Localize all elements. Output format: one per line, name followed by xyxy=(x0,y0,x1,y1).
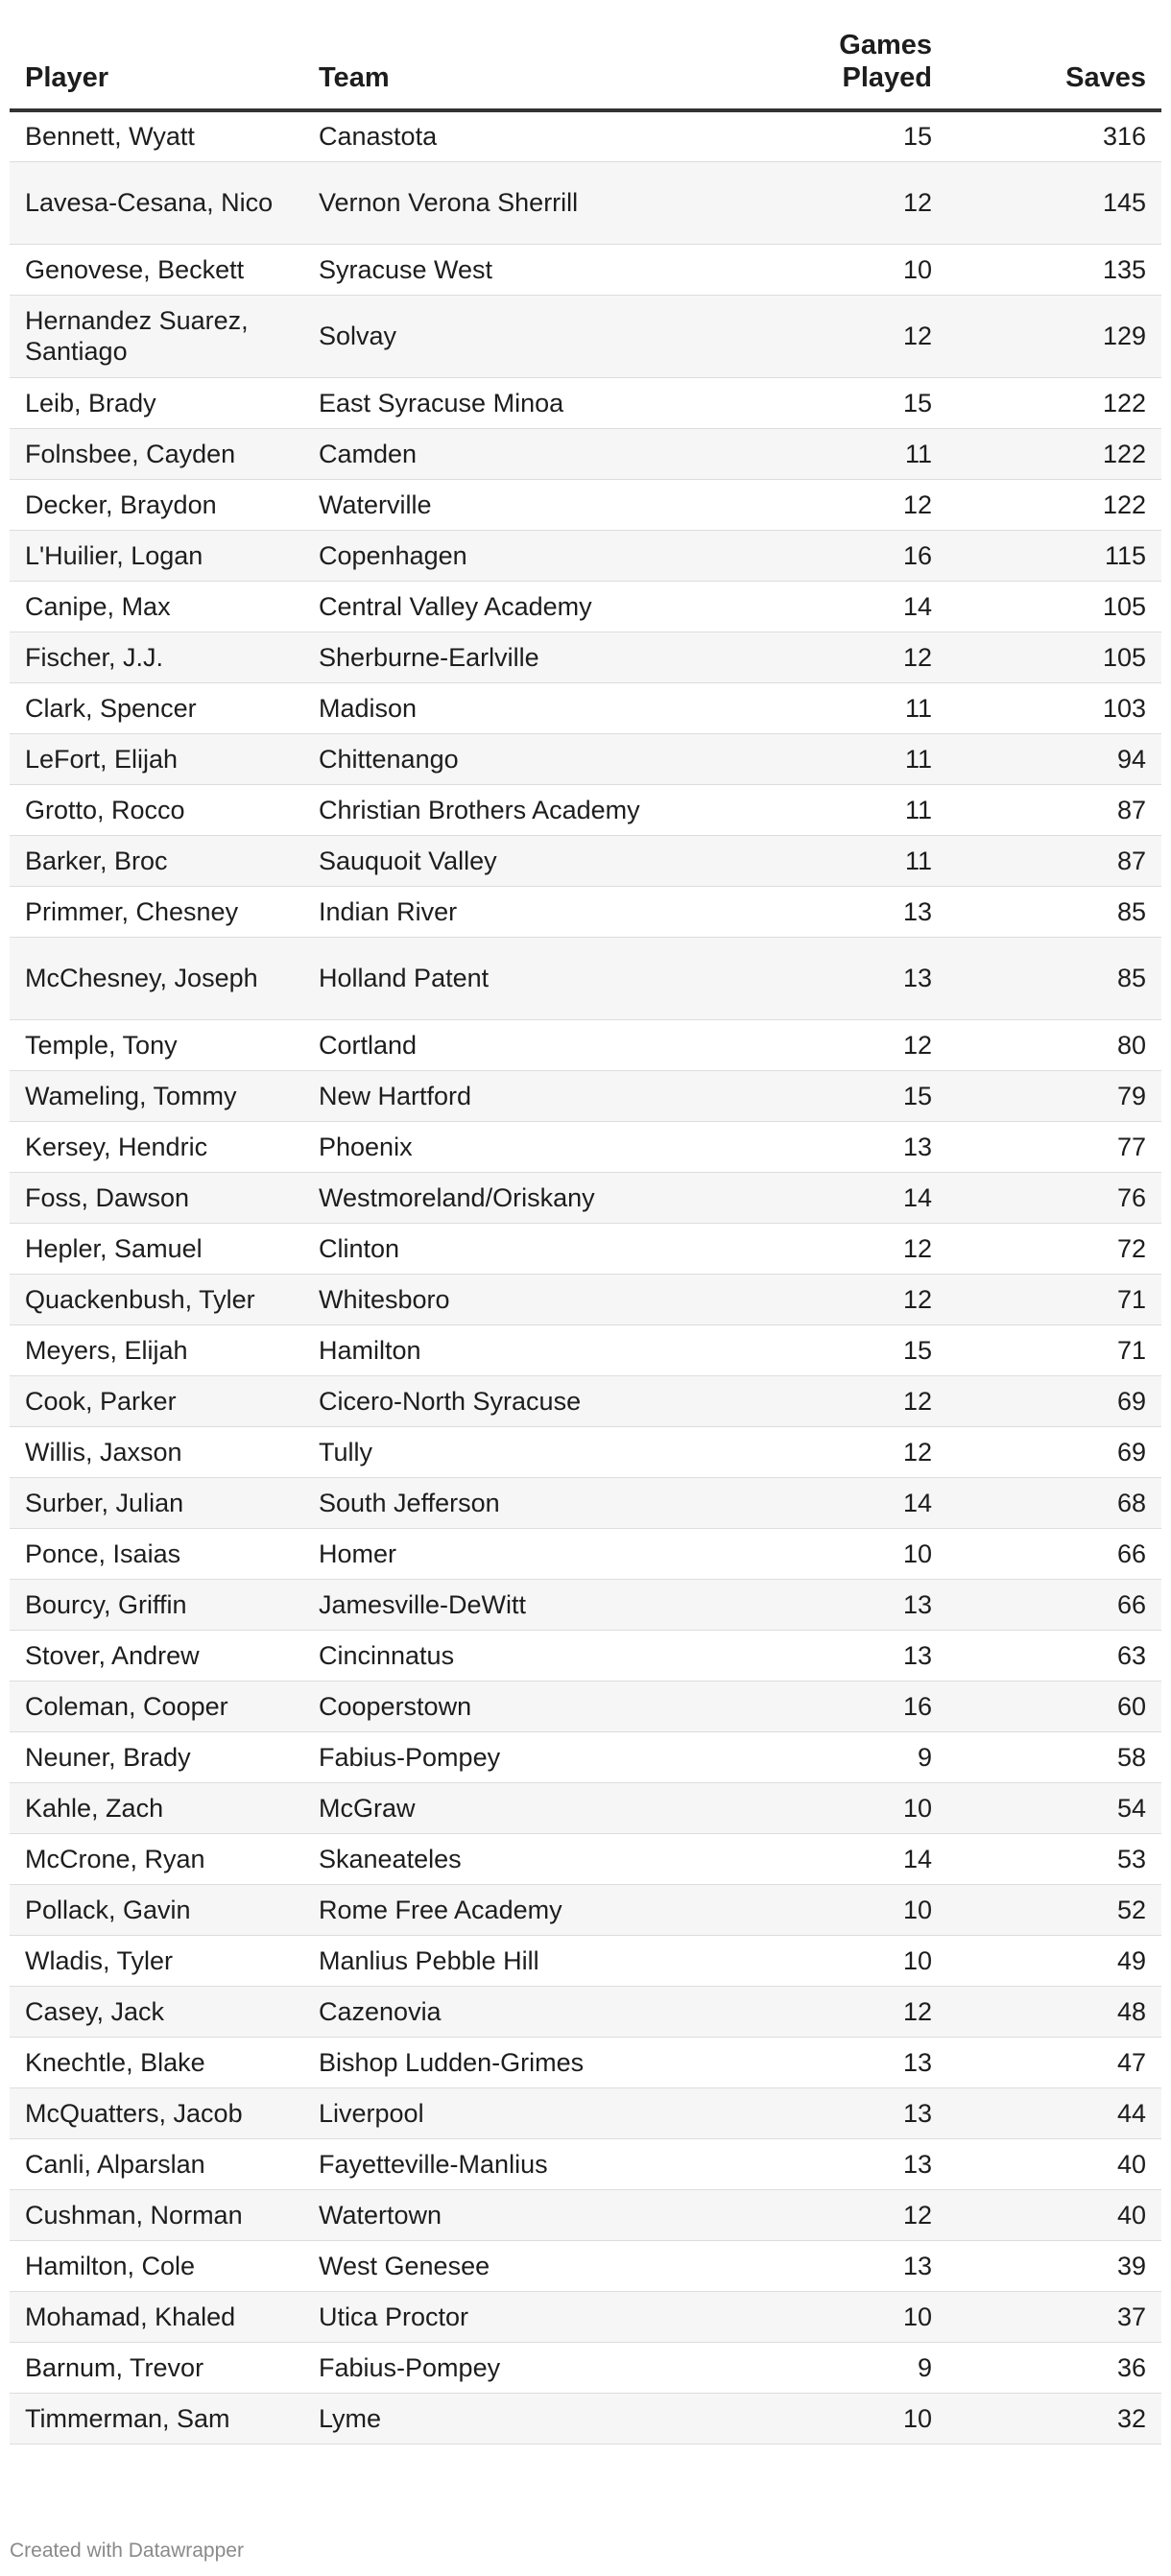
saves-table xyxy=(10,29,1161,2445)
table-row xyxy=(10,2138,1161,2189)
cell-saves: 94 xyxy=(947,733,1161,784)
cell-saves: 122 xyxy=(947,479,1161,530)
cell-team: Whitesboro xyxy=(303,1274,681,1324)
cell-player: Ponce, Isaias xyxy=(10,1528,303,1579)
cell-games-played: 14 xyxy=(681,1833,947,1884)
cell-saves: 135 xyxy=(947,244,1161,295)
cell-player: Quackenbush, Tyler xyxy=(10,1274,303,1324)
cell-saves: 63 xyxy=(947,1630,1161,1681)
cell-games-played: 16 xyxy=(681,1681,947,1731)
cell-team: Utica Proctor xyxy=(303,2291,681,2342)
table-row xyxy=(10,1019,1161,1070)
cell-player: Pollack, Gavin xyxy=(10,1884,303,1935)
cell-team: Cazenovia xyxy=(303,1986,681,2037)
cell-team: Rome Free Academy xyxy=(303,1884,681,1935)
cell-team: Indian River xyxy=(303,886,681,937)
cell-saves: 69 xyxy=(947,1375,1161,1426)
cell-saves: 76 xyxy=(947,1172,1161,1223)
table-row xyxy=(10,2393,1161,2444)
table-row xyxy=(10,377,1161,428)
table-row xyxy=(10,886,1161,937)
table-row xyxy=(10,2240,1161,2291)
cell-saves: 40 xyxy=(947,2138,1161,2189)
header-player[interactable]: Player xyxy=(10,29,303,110)
table-row xyxy=(10,1630,1161,1681)
cell-saves: 122 xyxy=(947,377,1161,428)
table-row xyxy=(10,1681,1161,1731)
cell-games-played: 14 xyxy=(681,581,947,632)
table-row xyxy=(10,2189,1161,2240)
cell-team: Cooperstown xyxy=(303,1681,681,1731)
cell-saves: 80 xyxy=(947,1019,1161,1070)
table-row xyxy=(10,479,1161,530)
cell-saves: 47 xyxy=(947,2037,1161,2087)
cell-team: Liverpool xyxy=(303,2087,681,2138)
cell-player: L'Huilier, Logan xyxy=(10,530,303,581)
table-row xyxy=(10,632,1161,682)
cell-player: Decker, Braydon xyxy=(10,479,303,530)
cell-player: Fischer, J.J. xyxy=(10,632,303,682)
cell-games-played: 12 xyxy=(681,479,947,530)
cell-saves: 40 xyxy=(947,2189,1161,2240)
cell-games-played: 15 xyxy=(681,110,947,161)
cell-saves: 79 xyxy=(947,1070,1161,1121)
cell-saves: 48 xyxy=(947,1986,1161,2037)
cell-games-played: 12 xyxy=(681,1375,947,1426)
cell-saves: 49 xyxy=(947,1935,1161,1986)
cell-saves: 105 xyxy=(947,581,1161,632)
cell-team: Waterville xyxy=(303,479,681,530)
cell-saves: 85 xyxy=(947,937,1161,1019)
cell-player: Barker, Broc xyxy=(10,835,303,886)
table-row xyxy=(10,1324,1161,1375)
table-row xyxy=(10,1833,1161,1884)
cell-player: Bennett, Wyatt xyxy=(10,110,303,161)
cell-team: Fabius-Pompey xyxy=(303,2342,681,2393)
cell-saves: 71 xyxy=(947,1274,1161,1324)
cell-team: Homer xyxy=(303,1528,681,1579)
cell-team: Copenhagen xyxy=(303,530,681,581)
cell-saves: 58 xyxy=(947,1731,1161,1782)
table-row xyxy=(10,2291,1161,2342)
cell-saves: 37 xyxy=(947,2291,1161,2342)
cell-player: McCrone, Ryan xyxy=(10,1833,303,1884)
cell-saves: 60 xyxy=(947,1681,1161,1731)
cell-games-played: 10 xyxy=(681,2291,947,2342)
cell-games-played: 15 xyxy=(681,1324,947,1375)
cell-games-played: 10 xyxy=(681,1782,947,1833)
cell-games-played: 11 xyxy=(681,733,947,784)
table-row xyxy=(10,581,1161,632)
cell-saves: 71 xyxy=(947,1324,1161,1375)
cell-player: Neuner, Brady xyxy=(10,1731,303,1782)
table-row xyxy=(10,1579,1161,1630)
cell-player: Knechtle, Blake xyxy=(10,2037,303,2087)
cell-team: Cortland xyxy=(303,1019,681,1070)
cell-saves: 103 xyxy=(947,682,1161,733)
cell-saves: 36 xyxy=(947,2342,1161,2393)
cell-player: Primmer, Chesney xyxy=(10,886,303,937)
cell-player: Genovese, Beckett xyxy=(10,244,303,295)
table-row xyxy=(10,110,1161,161)
cell-games-played: 15 xyxy=(681,377,947,428)
table-row xyxy=(10,428,1161,479)
cell-team: Clinton xyxy=(303,1223,681,1274)
cell-team: Watertown xyxy=(303,2189,681,2240)
cell-games-played: 10 xyxy=(681,2393,947,2444)
cell-player: Willis, Jaxson xyxy=(10,1426,303,1477)
cell-player: Kersey, Hendric xyxy=(10,1121,303,1172)
cell-saves: 77 xyxy=(947,1121,1161,1172)
cell-team: Camden xyxy=(303,428,681,479)
cell-team: East Syracuse Minoa xyxy=(303,377,681,428)
table-row xyxy=(10,530,1161,581)
cell-team: Jamesville-DeWitt xyxy=(303,1579,681,1630)
cell-player: Casey, Jack xyxy=(10,1986,303,2037)
cell-saves: 39 xyxy=(947,2240,1161,2291)
cell-team: Solvay xyxy=(303,295,681,377)
cell-player: Wameling, Tommy xyxy=(10,1070,303,1121)
cell-saves: 85 xyxy=(947,886,1161,937)
cell-games-played: 9 xyxy=(681,2342,947,2393)
table-row xyxy=(10,1884,1161,1935)
table-row xyxy=(10,1274,1161,1324)
cell-team: Fayetteville-Manlius xyxy=(303,2138,681,2189)
cell-saves: 69 xyxy=(947,1426,1161,1477)
cell-games-played: 14 xyxy=(681,1172,947,1223)
cell-team: Central Valley Academy xyxy=(303,581,681,632)
cell-saves: 54 xyxy=(947,1782,1161,1833)
cell-games-played: 12 xyxy=(681,632,947,682)
table-header xyxy=(10,29,1161,110)
table-row xyxy=(10,1731,1161,1782)
table-row xyxy=(10,937,1161,1019)
cell-team: West Genesee xyxy=(303,2240,681,2291)
cell-team: Hamilton xyxy=(303,1324,681,1375)
cell-team: Bishop Ludden-Grimes xyxy=(303,2037,681,2087)
cell-saves: 68 xyxy=(947,1477,1161,1528)
cell-games-played: 13 xyxy=(681,2138,947,2189)
table-row xyxy=(10,2087,1161,2138)
cell-games-played: 9 xyxy=(681,1731,947,1782)
table-row xyxy=(10,2342,1161,2393)
cell-games-played: 13 xyxy=(681,2240,947,2291)
cell-team: Phoenix xyxy=(303,1121,681,1172)
cell-saves: 44 xyxy=(947,2087,1161,2138)
cell-player: Surber, Julian xyxy=(10,1477,303,1528)
cell-team: Chittenango xyxy=(303,733,681,784)
header-games-played-label: Games Played xyxy=(839,30,932,93)
cell-games-played: 13 xyxy=(681,886,947,937)
table-row xyxy=(10,835,1161,886)
table-row xyxy=(10,1782,1161,1833)
table-row xyxy=(10,244,1161,295)
cell-team: Fabius-Pompey xyxy=(303,1731,681,1782)
cell-saves: 115 xyxy=(947,530,1161,581)
table-row xyxy=(10,1121,1161,1172)
table-row xyxy=(10,784,1161,835)
cell-games-played: 13 xyxy=(681,1579,947,1630)
cell-player: Canipe, Max xyxy=(10,581,303,632)
table-container xyxy=(10,29,1161,2445)
header-saves[interactable]: Saves xyxy=(947,29,1161,110)
cell-player: Lavesa-Cesana, Nico xyxy=(10,161,303,244)
cell-games-played: 12 xyxy=(681,1426,947,1477)
cell-player: Clark, Spencer xyxy=(10,682,303,733)
table-row xyxy=(10,1223,1161,1274)
cell-saves: 66 xyxy=(947,1579,1161,1630)
cell-player: Stover, Andrew xyxy=(10,1630,303,1681)
cell-saves: 105 xyxy=(947,632,1161,682)
cell-games-played: 16 xyxy=(681,530,947,581)
table-row xyxy=(10,1477,1161,1528)
cell-player: Leib, Brady xyxy=(10,377,303,428)
table-row xyxy=(10,1935,1161,1986)
cell-games-played: 10 xyxy=(681,1935,947,1986)
cell-player: LeFort, Elijah xyxy=(10,733,303,784)
cell-games-played: 13 xyxy=(681,1630,947,1681)
table-row xyxy=(10,161,1161,244)
cell-games-played: 15 xyxy=(681,1070,947,1121)
cell-player: Timmerman, Sam xyxy=(10,2393,303,2444)
cell-player: Barnum, Trevor xyxy=(10,2342,303,2393)
cell-player: Wladis, Tyler xyxy=(10,1935,303,1986)
cell-games-played: 13 xyxy=(681,2037,947,2087)
table-row xyxy=(10,682,1161,733)
table-row xyxy=(10,1528,1161,1579)
cell-team: New Hartford xyxy=(303,1070,681,1121)
cell-games-played: 14 xyxy=(681,1477,947,1528)
table-row xyxy=(10,1986,1161,2037)
cell-team: Lyme xyxy=(303,2393,681,2444)
table-body xyxy=(10,110,1161,2444)
cell-player: Canli, Alparslan xyxy=(10,2138,303,2189)
cell-saves: 53 xyxy=(947,1833,1161,1884)
cell-games-played: 13 xyxy=(681,1121,947,1172)
cell-team: Skaneateles xyxy=(303,1833,681,1884)
cell-games-played: 10 xyxy=(681,1884,947,1935)
datawrapper-credit[interactable]: Created with Datawrapper xyxy=(10,2540,244,2562)
cell-team: Vernon Verona Sherrill xyxy=(303,161,681,244)
cell-games-played: 12 xyxy=(681,1019,947,1070)
cell-saves: 66 xyxy=(947,1528,1161,1579)
header-team[interactable]: Team xyxy=(303,29,681,110)
cell-saves: 32 xyxy=(947,2393,1161,2444)
cell-games-played: 13 xyxy=(681,2087,947,2138)
cell-games-played: 11 xyxy=(681,682,947,733)
table-row xyxy=(10,1172,1161,1223)
cell-team: Cicero-North Syracuse xyxy=(303,1375,681,1426)
cell-team: South Jefferson xyxy=(303,1477,681,1528)
cell-saves: 145 xyxy=(947,161,1161,244)
cell-saves: 52 xyxy=(947,1884,1161,1935)
table-row xyxy=(10,1426,1161,1477)
table-row xyxy=(10,733,1161,784)
cell-team: McGraw xyxy=(303,1782,681,1833)
cell-games-played: 10 xyxy=(681,1528,947,1579)
cell-games-played: 12 xyxy=(681,2189,947,2240)
cell-team: Manlius Pebble Hill xyxy=(303,1935,681,1986)
cell-player: Folnsbee, Cayden xyxy=(10,428,303,479)
cell-team: Christian Brothers Academy xyxy=(303,784,681,835)
cell-player: Bourcy, Griffin xyxy=(10,1579,303,1630)
cell-team: Westmoreland/Oriskany xyxy=(303,1172,681,1223)
table-row xyxy=(10,1375,1161,1426)
cell-player: Temple, Tony xyxy=(10,1019,303,1070)
cell-saves: 87 xyxy=(947,784,1161,835)
cell-player: Coleman, Cooper xyxy=(10,1681,303,1731)
cell-saves: 316 xyxy=(947,110,1161,161)
cell-saves: 122 xyxy=(947,428,1161,479)
table-row xyxy=(10,1070,1161,1121)
cell-player: Hernandez Suarez, Santiago xyxy=(10,295,303,377)
cell-team: Madison xyxy=(303,682,681,733)
cell-games-played: 11 xyxy=(681,835,947,886)
cell-games-played: 12 xyxy=(681,295,947,377)
table-row xyxy=(10,2037,1161,2087)
cell-player: McChesney, Joseph xyxy=(10,937,303,1019)
cell-games-played: 12 xyxy=(681,1274,947,1324)
cell-player: Kahle, Zach xyxy=(10,1782,303,1833)
cell-games-played: 12 xyxy=(681,1986,947,2037)
cell-team: Sauquoit Valley xyxy=(303,835,681,886)
cell-team: Cincinnatus xyxy=(303,1630,681,1681)
cell-player: Mohamad, Khaled xyxy=(10,2291,303,2342)
cell-team: Tully xyxy=(303,1426,681,1477)
table-row xyxy=(10,295,1161,377)
cell-games-played: 12 xyxy=(681,1223,947,1274)
cell-team: Canastota xyxy=(303,110,681,161)
cell-saves: 87 xyxy=(947,835,1161,886)
cell-team: Holland Patent xyxy=(303,937,681,1019)
cell-team: Sherburne-Earlville xyxy=(303,632,681,682)
cell-player: Cook, Parker xyxy=(10,1375,303,1426)
cell-saves: 129 xyxy=(947,295,1161,377)
cell-player: Foss, Dawson xyxy=(10,1172,303,1223)
cell-saves: 72 xyxy=(947,1223,1161,1274)
cell-player: Grotto, Rocco xyxy=(10,784,303,835)
cell-games-played: 10 xyxy=(681,244,947,295)
cell-player: McQuatters, Jacob xyxy=(10,2087,303,2138)
header-games-played[interactable] xyxy=(681,29,947,110)
cell-player: Hamilton, Cole xyxy=(10,2240,303,2291)
cell-player: Meyers, Elijah xyxy=(10,1324,303,1375)
cell-team: Syracuse West xyxy=(303,244,681,295)
cell-player: Cushman, Norman xyxy=(10,2189,303,2240)
cell-games-played: 11 xyxy=(681,784,947,835)
cell-games-played: 12 xyxy=(681,161,947,244)
cell-games-played: 11 xyxy=(681,428,947,479)
cell-games-played: 13 xyxy=(681,937,947,1019)
cell-player: Hepler, Samuel xyxy=(10,1223,303,1274)
